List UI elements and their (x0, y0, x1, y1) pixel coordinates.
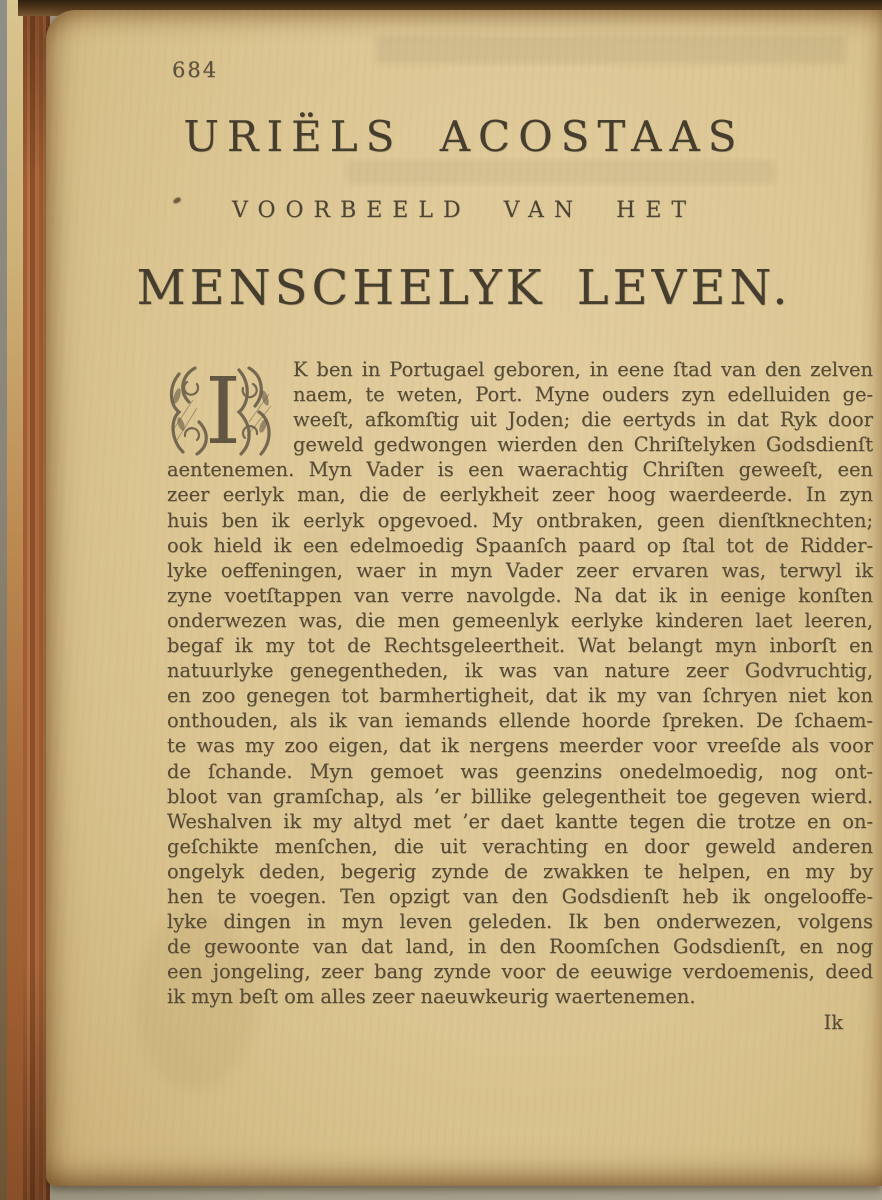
body-line: geweld gedwongen wierden den Chriſtelyken Godsdienſt (293, 433, 873, 457)
drop-cap-letter: I (204, 360, 242, 462)
body-line: Weshalven ik my altyd met ’er daet kantte tegen die trotze en on- (167, 809, 873, 833)
body-line: hen te voegen. Ten opzigt van den Godsdienſt heb ik ongelooffe- (167, 884, 873, 908)
body-line: zyne voetſtappen van verre navolgde. Na dat ik in eenige konſten (167, 583, 873, 607)
body-line: onthouden, als ik van iemands ellende hoorde ſpreken. De ſchaem- (167, 709, 873, 733)
body-line: naem, te weten, Port. Myne ouders zyn edelluiden ge- (293, 383, 873, 407)
body-line: de ſchande. Myn gemoet was geenzins onedelmoedig, nog ont- (167, 759, 873, 783)
body-line: natuurlyke genegentheden, ik was van nature zeer Godvruchtig, (167, 659, 873, 683)
show-through-ghost (346, 160, 776, 184)
body-line: lyke dingen in myn leven geleden. Ik ben onderwezen, volgens (167, 910, 873, 934)
body-line: en zoo genegen tot barmhertigheit, dat ik my van ſchryen niet kon (167, 684, 873, 708)
body-line: ook hield ik een edelmoedig Spaanſch paard op ſtal tot de Ridder- (167, 533, 873, 557)
chapter-title: URIËLS ACOSTAAS (183, 112, 745, 161)
body-text-block (167, 357, 873, 1034)
body-line: onderwezen was, die men gemeenlyk eerlyke kinderen laet leeren, (167, 608, 873, 632)
body-line: een jongeling, zeer bang zynde voor de eeuwige verdoemenis, deed (167, 960, 873, 984)
body-line: huis ben ik eerlyk opgevoed. My ontbraken, geen dienſtknechten; (167, 508, 873, 532)
body-line: de gewoonte van dat land, in den Roomſchen Godsdienſt, en nog (167, 935, 873, 959)
book-spine-shadow (0, 0, 7, 1200)
body-line: ongelyk deden, begerig zynde de zwakken te helpen, en my by (167, 859, 873, 883)
body-line: weeſt, afkomſtig uit Joden; die eertyds in dat Ryk door (293, 408, 873, 432)
chapter-main-title: MENSCHELYK LEVEN. (136, 260, 792, 316)
chapter-subtitle: VOORBEELD VAN HET (231, 198, 697, 223)
page-number: 684 (172, 58, 219, 82)
show-through-ghost (376, 36, 846, 64)
body-line: bloot van gramſchap, als ’er billike gelegentheit toe gegeven wierd. (167, 784, 873, 808)
body-line: lyke oeffeningen, waer in myn Vader zeer ervaren was, terwyl ik (167, 558, 873, 582)
catchword: Ik (823, 1011, 843, 1035)
woodcut-initial-drop-cap (165, 360, 281, 462)
body-line: ik myn beſt om alles zeer naeuwkeurig waertenemen. (167, 985, 696, 1009)
body-line: zeer eerlyk man, die de eerlykheit zeer hoog waerdeerde. In zyn (167, 483, 873, 507)
body-line: aentenemen. Myn Vader is een waerachtig Chriſten geweeſt, een (167, 458, 873, 482)
book-page (46, 10, 882, 1186)
body-line: te was my zoo eigen, dat ik nergens meerder voor vreeſde als voor (167, 734, 873, 758)
book-fore-edge-pages (7, 0, 23, 1200)
body-line: geſchikte menſchen, die uit verachting en door geweld anderen (167, 834, 873, 858)
body-line: begaf ik my tot de Rechtsgeleertheit. Wat belangt myn inborſt en (167, 634, 873, 658)
body-line: K ben in Portugael geboren, in eene ſtad van den zelven (293, 358, 873, 381)
